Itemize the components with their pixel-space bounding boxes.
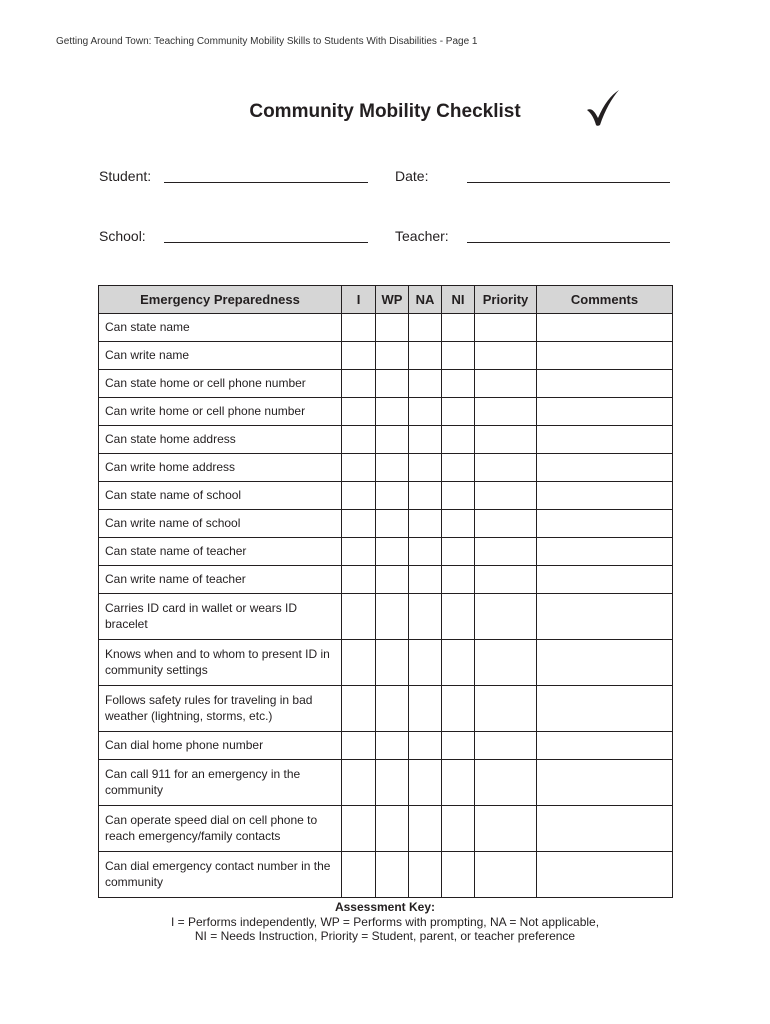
table-row (99, 398, 673, 426)
ni-cell[interactable] (442, 454, 475, 482)
wp-cell[interactable] (376, 760, 409, 806)
wp-cell[interactable] (376, 686, 409, 732)
comments-cell[interactable] (537, 852, 673, 898)
i-cell[interactable] (342, 370, 376, 398)
table-header-row (99, 286, 673, 314)
priority-cell[interactable] (475, 640, 537, 686)
skill-label: Can write name of school (99, 510, 342, 538)
i-cell[interactable] (342, 538, 376, 566)
ni-cell[interactable] (442, 314, 475, 342)
na-cell[interactable] (409, 760, 442, 806)
table-row (99, 852, 673, 898)
wp-cell[interactable] (376, 566, 409, 594)
skill-label: Can write name of teacher (99, 566, 342, 594)
date-line[interactable] (467, 182, 670, 183)
comments-cell[interactable] (537, 342, 673, 370)
comments-cell[interactable] (537, 454, 673, 482)
checkmark-icon (585, 88, 621, 128)
table-row (99, 510, 673, 538)
na-cell[interactable] (409, 510, 442, 538)
comments-cell[interactable] (537, 594, 673, 640)
i-cell[interactable] (342, 806, 376, 852)
na-cell[interactable] (409, 482, 442, 510)
table-row (99, 482, 673, 510)
ni-cell[interactable] (442, 566, 475, 594)
ni-cell[interactable] (442, 398, 475, 426)
comments-cell[interactable] (537, 370, 673, 398)
priority-cell[interactable] (475, 760, 537, 806)
i-cell[interactable] (342, 732, 376, 760)
comments-cell[interactable] (537, 482, 673, 510)
na-cell[interactable] (409, 314, 442, 342)
skill-label: Can call 911 for an emergency in the community (99, 760, 342, 806)
page-title: Community Mobility Checklist (249, 101, 521, 122)
wp-cell[interactable] (376, 370, 409, 398)
assessment-key-heading: Assessment Key: (334, 900, 436, 914)
priority-cell[interactable] (475, 454, 537, 482)
ni-cell[interactable] (442, 342, 475, 370)
wp-cell[interactable] (376, 342, 409, 370)
comments-cell[interactable] (537, 732, 673, 760)
na-cell[interactable] (409, 852, 442, 898)
skill-label: Can write home or cell phone number (99, 398, 342, 426)
wp-cell[interactable] (376, 852, 409, 898)
comments-cell[interactable] (537, 686, 673, 732)
priority-cell[interactable] (475, 482, 537, 510)
ni-cell[interactable] (442, 686, 475, 732)
table-row (99, 806, 673, 852)
teacher-label: Teacher: (395, 228, 449, 244)
priority-cell[interactable] (475, 342, 537, 370)
na-cell[interactable] (409, 686, 442, 732)
ni-cell[interactable] (442, 806, 475, 852)
i-cell[interactable] (342, 454, 376, 482)
ni-cell[interactable] (442, 426, 475, 454)
school-line[interactable] (164, 242, 368, 243)
ni-cell[interactable] (442, 732, 475, 760)
na-cell[interactable] (409, 454, 442, 482)
skill-label: Can dial emergency contact number in the community (99, 852, 342, 898)
ni-cell[interactable] (442, 594, 475, 640)
table-row (99, 342, 673, 370)
i-cell[interactable] (342, 482, 376, 510)
student-line[interactable] (164, 182, 368, 183)
comments-cell[interactable] (537, 806, 673, 852)
na-cell[interactable] (409, 370, 442, 398)
priority-cell[interactable] (475, 314, 537, 342)
priority-cell[interactable] (475, 538, 537, 566)
priority-cell[interactable] (475, 398, 537, 426)
student-label: Student: (99, 168, 152, 184)
priority-cell[interactable] (475, 806, 537, 852)
page-header: Getting Around Town: Teaching Community Mobility Skills to Students With Disabilities - Page 1 (56, 36, 478, 47)
na-cell[interactable] (409, 426, 442, 454)
i-cell[interactable] (342, 510, 376, 538)
priority-cell[interactable] (475, 686, 537, 732)
school-label: School: (99, 228, 146, 244)
skill-label: Can write name (99, 342, 342, 370)
i-cell[interactable] (342, 342, 376, 370)
priority-cell[interactable] (475, 426, 537, 454)
skill-label: Can state home address (99, 426, 342, 454)
wp-cell[interactable] (376, 806, 409, 852)
ni-cell[interactable] (442, 538, 475, 566)
skill-label: Can state name of school (99, 482, 342, 510)
assessment-key-line-1: I = Performs independently, WP = Performs with prompting, NA = Not applicable, (170, 914, 600, 929)
skill-label: Follows safety rules for traveling in bad weather (lightning, storms, etc.) (99, 686, 342, 732)
i-cell[interactable] (342, 566, 376, 594)
wp-cell[interactable] (376, 510, 409, 538)
comments-cell[interactable] (537, 640, 673, 686)
checklist-table (98, 285, 673, 898)
i-cell[interactable] (342, 852, 376, 898)
na-cell[interactable] (409, 342, 442, 370)
comments-cell[interactable] (537, 566, 673, 594)
wp-cell[interactable] (376, 398, 409, 426)
table-row (99, 732, 673, 760)
teacher-line[interactable] (467, 242, 670, 243)
table-row (99, 454, 673, 482)
wp-cell[interactable] (376, 454, 409, 482)
wp-cell[interactable] (376, 640, 409, 686)
table-row (99, 686, 673, 732)
i-cell[interactable] (342, 640, 376, 686)
table-row (99, 426, 673, 454)
table-row (99, 640, 673, 686)
column-header: Comments (537, 286, 673, 314)
na-cell[interactable] (409, 566, 442, 594)
priority-cell[interactable] (475, 566, 537, 594)
na-cell[interactable] (409, 806, 442, 852)
column-header: NA (409, 286, 442, 314)
assessment-key (0, 900, 770, 944)
table-row (99, 314, 673, 342)
priority-cell[interactable] (475, 594, 537, 640)
skill-label: Can dial home phone number (99, 732, 342, 760)
priority-cell[interactable] (475, 732, 537, 760)
wp-cell[interactable] (376, 482, 409, 510)
wp-cell[interactable] (376, 314, 409, 342)
skill-label: Can state name of teacher (99, 538, 342, 566)
column-header: I (342, 286, 376, 314)
assessment-key-line-2: NI = Needs Instruction, Priority = Student, parent, or teacher preference (194, 929, 576, 943)
ni-cell[interactable] (442, 640, 475, 686)
i-cell[interactable] (342, 686, 376, 732)
column-header: NI (442, 286, 475, 314)
table-row (99, 538, 673, 566)
skill-label: Can state name (99, 314, 342, 342)
skill-label: Can write home address (99, 454, 342, 482)
wp-cell[interactable] (376, 732, 409, 760)
na-cell[interactable] (409, 732, 442, 760)
ni-cell[interactable] (442, 760, 475, 806)
priority-cell[interactable] (475, 510, 537, 538)
wp-cell[interactable] (376, 538, 409, 566)
comments-cell[interactable] (537, 398, 673, 426)
priority-cell[interactable] (475, 852, 537, 898)
ni-cell[interactable] (442, 852, 475, 898)
na-cell[interactable] (409, 640, 442, 686)
column-header: Priority (475, 286, 537, 314)
skill-label: Can operate speed dial on cell phone to reach emergency/family contacts (99, 806, 342, 852)
skill-label: Carries ID card in wallet or wears ID bracelet (99, 594, 342, 640)
priority-cell[interactable] (475, 370, 537, 398)
comments-cell[interactable] (537, 314, 673, 342)
column-header: WP (376, 286, 409, 314)
table-row (99, 594, 673, 640)
skill-label: Knows when and to whom to present ID in community settings (99, 640, 342, 686)
wp-cell[interactable] (376, 426, 409, 454)
i-cell[interactable] (342, 594, 376, 640)
comments-cell[interactable] (537, 510, 673, 538)
na-cell[interactable] (409, 538, 442, 566)
skill-label: Can state home or cell phone number (99, 370, 342, 398)
wp-cell[interactable] (376, 594, 409, 640)
i-cell[interactable] (342, 426, 376, 454)
comments-cell[interactable] (537, 426, 673, 454)
table-row (99, 760, 673, 806)
na-cell[interactable] (409, 398, 442, 426)
comments-cell[interactable] (537, 760, 673, 806)
comments-cell[interactable] (537, 538, 673, 566)
date-label: Date: (395, 168, 429, 184)
ni-cell[interactable] (442, 482, 475, 510)
table-row (99, 566, 673, 594)
i-cell[interactable] (342, 314, 376, 342)
i-cell[interactable] (342, 398, 376, 426)
ni-cell[interactable] (442, 370, 475, 398)
i-cell[interactable] (342, 760, 376, 806)
table-row (99, 370, 673, 398)
na-cell[interactable] (409, 594, 442, 640)
ni-cell[interactable] (442, 510, 475, 538)
column-header: Emergency Preparedness (99, 286, 342, 314)
